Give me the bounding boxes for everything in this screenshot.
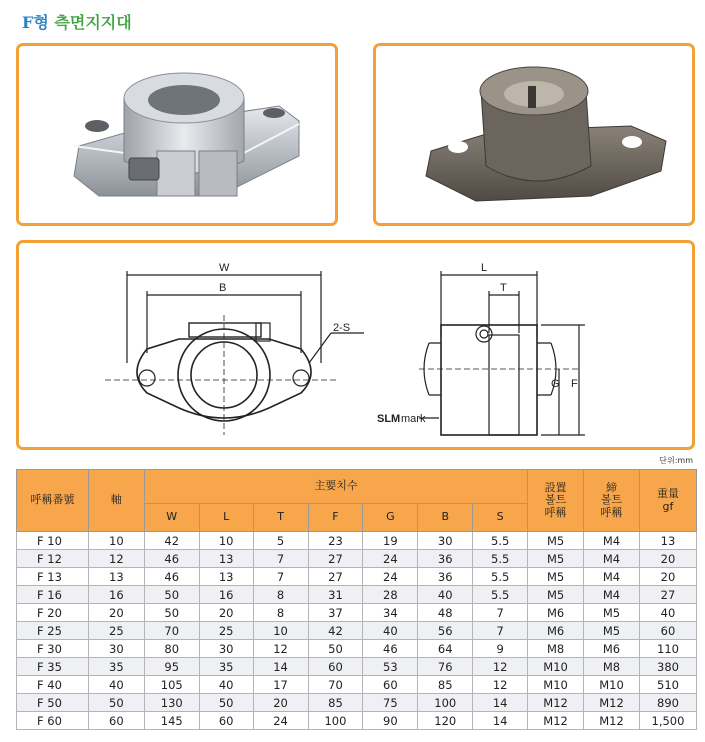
table-cell: 64 xyxy=(418,640,473,658)
table-cell: F 30 xyxy=(17,640,89,658)
table-cell: 60 xyxy=(363,676,418,694)
table-cell: 28 xyxy=(363,586,418,604)
table-row xyxy=(17,658,697,676)
table-cell: 100 xyxy=(418,694,473,712)
header-l: L xyxy=(199,504,253,532)
table-cell: F 35 xyxy=(17,658,89,676)
table-cell: 48 xyxy=(418,604,473,622)
table-cell: 14 xyxy=(253,658,308,676)
table-cell: 20 xyxy=(639,550,696,568)
table-cell: 50 xyxy=(199,694,253,712)
table-cell: 9 xyxy=(473,640,528,658)
table-cell: M5 xyxy=(528,568,584,586)
table-cell: F 12 xyxy=(17,550,89,568)
table-cell: 13 xyxy=(199,550,253,568)
photo-cast-iron-support xyxy=(373,43,695,226)
table-cell: 40 xyxy=(88,676,144,694)
table-cell: 14 xyxy=(473,694,528,712)
table-cell: 50 xyxy=(88,694,144,712)
table-cell: M10 xyxy=(528,658,584,676)
table-cell: M8 xyxy=(584,658,640,676)
table-cell: 60 xyxy=(199,712,253,730)
table-cell: 24 xyxy=(363,568,418,586)
table-cell: 27 xyxy=(308,568,363,586)
header-t: T xyxy=(253,504,308,532)
table-cell: 40 xyxy=(418,586,473,604)
table-cell: 85 xyxy=(308,694,363,712)
label-b: B xyxy=(219,282,227,294)
table-cell: 105 xyxy=(144,676,199,694)
table-cell: 20 xyxy=(253,694,308,712)
photo-aluminum-support xyxy=(16,43,338,226)
header-g: G xyxy=(363,504,418,532)
dimension-diagram xyxy=(19,243,692,447)
table-cell: 130 xyxy=(144,694,199,712)
table-cell: 12 xyxy=(473,676,528,694)
table-row xyxy=(17,568,697,586)
table-cell: M12 xyxy=(528,694,584,712)
table-cell: 24 xyxy=(363,550,418,568)
table-cell: 31 xyxy=(308,586,363,604)
table-cell: 95 xyxy=(144,658,199,676)
label-t: T xyxy=(500,282,507,294)
table-cell: 20 xyxy=(199,604,253,622)
label-2s: 2-S xyxy=(333,322,351,334)
table-cell: 46 xyxy=(363,640,418,658)
label-l: L xyxy=(481,262,488,274)
table-cell: M6 xyxy=(528,604,584,622)
table-cell: 36 xyxy=(418,568,473,586)
table-cell: 70 xyxy=(144,622,199,640)
header-w: W xyxy=(144,504,199,532)
table-cell: 60 xyxy=(308,658,363,676)
table-cell: 10 xyxy=(199,532,253,550)
table-cell: 50 xyxy=(144,604,199,622)
table-cell: 24 xyxy=(253,712,308,730)
table-cell: 50 xyxy=(144,586,199,604)
table-cell: 30 xyxy=(199,640,253,658)
header-main-dimensions: 主要치수 xyxy=(144,470,527,504)
table-cell: M12 xyxy=(584,694,640,712)
table-cell: 5 xyxy=(253,532,308,550)
label-g: G xyxy=(551,378,560,390)
table-cell: 60 xyxy=(639,622,696,640)
page-title xyxy=(22,10,132,33)
table-cell: M12 xyxy=(584,712,640,730)
table-cell: M10 xyxy=(528,676,584,694)
table-cell: F 13 xyxy=(17,568,89,586)
header-f: F xyxy=(308,504,363,532)
table-row xyxy=(17,640,697,658)
table-cell: 120 xyxy=(418,712,473,730)
table-row xyxy=(17,604,697,622)
header-weight: 重量 gf xyxy=(639,470,696,532)
table-cell: 23 xyxy=(308,532,363,550)
table-cell: 60 xyxy=(88,712,144,730)
table-cell: 27 xyxy=(308,550,363,568)
table-cell: 5.5 xyxy=(473,532,528,550)
table-cell: 80 xyxy=(144,640,199,658)
table-cell: F 40 xyxy=(17,676,89,694)
spec-table xyxy=(16,469,697,730)
table-cell: 42 xyxy=(308,622,363,640)
table-cell: 10 xyxy=(253,622,308,640)
table-cell: M8 xyxy=(528,640,584,658)
label-w: W xyxy=(219,262,230,274)
table-cell: 70 xyxy=(308,676,363,694)
table-cell: M12 xyxy=(528,712,584,730)
header-mount-bolt: 設置 볼트 呼稱 xyxy=(528,470,584,532)
table-cell: 76 xyxy=(418,658,473,676)
table-cell: 75 xyxy=(363,694,418,712)
table-cell: 19 xyxy=(363,532,418,550)
table-cell: M5 xyxy=(584,622,640,640)
technical-drawing xyxy=(16,240,695,450)
table-cell: 85 xyxy=(418,676,473,694)
table-cell: 510 xyxy=(639,676,696,694)
table-cell: 7 xyxy=(253,568,308,586)
table-cell: 90 xyxy=(363,712,418,730)
table-cell: 890 xyxy=(639,694,696,712)
table-cell: 8 xyxy=(253,586,308,604)
cast-iron-support-image xyxy=(376,46,692,223)
table-cell: 40 xyxy=(199,676,253,694)
table-row xyxy=(17,532,697,550)
table-cell: M6 xyxy=(584,640,640,658)
unit-note: 단위:mm xyxy=(659,456,693,465)
slm-mark-bold: SLM xyxy=(377,413,401,425)
table-cell: 20 xyxy=(88,604,144,622)
table-cell: M4 xyxy=(584,550,640,568)
label-f: F xyxy=(571,378,578,390)
table-cell: F 16 xyxy=(17,586,89,604)
table-cell: F 25 xyxy=(17,622,89,640)
table-cell: M5 xyxy=(584,604,640,622)
table-cell: 380 xyxy=(639,658,696,676)
table-cell: 30 xyxy=(418,532,473,550)
table-cell: 145 xyxy=(144,712,199,730)
table-cell: 30 xyxy=(88,640,144,658)
table-row xyxy=(17,622,697,640)
table-cell: 46 xyxy=(144,568,199,586)
table-cell: 35 xyxy=(199,658,253,676)
table-cell: F 10 xyxy=(17,532,89,550)
table-cell: 13 xyxy=(199,568,253,586)
table-cell: 53 xyxy=(363,658,418,676)
table-cell: M5 xyxy=(528,550,584,568)
table-cell: F 50 xyxy=(17,694,89,712)
table-cell: 16 xyxy=(199,586,253,604)
table-row xyxy=(17,676,697,694)
header-shaft: 軸 xyxy=(88,470,144,532)
table-cell: 7 xyxy=(473,604,528,622)
table-cell: 40 xyxy=(363,622,418,640)
table-cell: 16 xyxy=(88,586,144,604)
table-cell: M4 xyxy=(584,532,640,550)
table-cell: M4 xyxy=(584,568,640,586)
table-cell: 50 xyxy=(308,640,363,658)
table-cell: 35 xyxy=(88,658,144,676)
table-row xyxy=(17,550,697,568)
title-type: F형 xyxy=(22,13,49,32)
table-cell: 12 xyxy=(88,550,144,568)
header-model: 呼稱番號 xyxy=(17,470,89,532)
header-fasten-bolt: 締 볼트 呼稱 xyxy=(584,470,640,532)
table-cell: 56 xyxy=(418,622,473,640)
table-cell: M4 xyxy=(584,586,640,604)
table-cell: 5.5 xyxy=(473,568,528,586)
table-cell: 17 xyxy=(253,676,308,694)
table-cell: 14 xyxy=(473,712,528,730)
table-cell: M6 xyxy=(528,622,584,640)
table-cell: 12 xyxy=(253,640,308,658)
table-cell: 100 xyxy=(308,712,363,730)
table-row xyxy=(17,712,697,730)
aluminum-support-image xyxy=(19,46,335,223)
table-cell: M5 xyxy=(528,586,584,604)
table-cell: 1,500 xyxy=(639,712,696,730)
table-cell: 37 xyxy=(308,604,363,622)
table-cell: 5.5 xyxy=(473,550,528,568)
table-cell: 12 xyxy=(473,658,528,676)
table-cell: M10 xyxy=(584,676,640,694)
table-cell: 5.5 xyxy=(473,586,528,604)
table-cell: 7 xyxy=(473,622,528,640)
table-cell: 42 xyxy=(144,532,199,550)
table-cell: 8 xyxy=(253,604,308,622)
table-cell: 13 xyxy=(639,532,696,550)
table-cell: F 20 xyxy=(17,604,89,622)
title-name: 측면지지대 xyxy=(54,13,132,32)
slm-mark-text: mark xyxy=(401,413,426,425)
table-cell: 20 xyxy=(639,568,696,586)
table-cell: 10 xyxy=(88,532,144,550)
table-cell: 7 xyxy=(253,550,308,568)
header-b: B xyxy=(418,504,473,532)
table-cell: F 60 xyxy=(17,712,89,730)
table-cell: 40 xyxy=(639,604,696,622)
table-cell: 34 xyxy=(363,604,418,622)
table-body xyxy=(17,532,697,730)
table-cell: 25 xyxy=(199,622,253,640)
table-cell: M5 xyxy=(528,532,584,550)
header-s: S xyxy=(473,504,528,532)
table-cell: 46 xyxy=(144,550,199,568)
table-cell: 36 xyxy=(418,550,473,568)
table-cell: 110 xyxy=(639,640,696,658)
table-cell: 25 xyxy=(88,622,144,640)
table-cell: 13 xyxy=(88,568,144,586)
table-row xyxy=(17,694,697,712)
table-row xyxy=(17,586,697,604)
table-cell: 27 xyxy=(639,586,696,604)
